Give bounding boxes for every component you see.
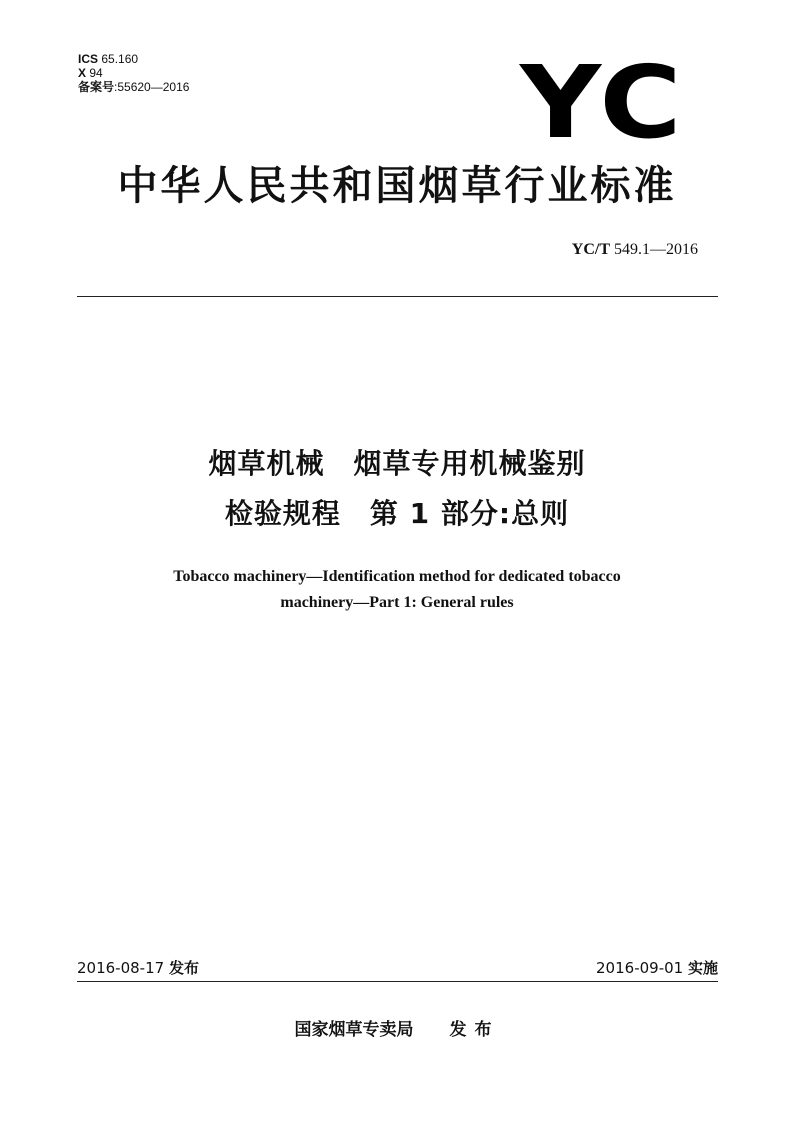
release-date xyxy=(77,958,199,978)
effective-date xyxy=(596,958,718,978)
record-line xyxy=(78,80,189,94)
effective-date-value: 2016-09-01 xyxy=(596,959,684,977)
record-value: :55620—2016 xyxy=(114,80,190,94)
chinese-title-line-2: 检验规程 第 1 部分:总则 xyxy=(224,497,570,530)
class-value: 94 xyxy=(89,66,103,80)
ics-value: 65.160 xyxy=(101,52,139,66)
header-divider xyxy=(77,296,718,297)
publisher-line xyxy=(0,1018,794,1042)
standard-code-number: 549.1—2016 xyxy=(614,241,698,258)
release-date-value: 2016-08-17 xyxy=(77,959,165,977)
standard-type-title: 中华人民共和国烟草行业标准 xyxy=(117,163,677,209)
publisher-name: 国家烟草专卖局 xyxy=(294,1020,414,1040)
ics-label: ICS xyxy=(78,52,99,66)
publisher-action: 发布 xyxy=(449,1020,500,1040)
classification-block xyxy=(78,52,189,94)
release-date-label: 发布 xyxy=(168,959,199,977)
class-line xyxy=(78,66,189,80)
footer-divider xyxy=(77,981,718,982)
record-label: 备案号 xyxy=(78,80,115,94)
chinese-title-line-1: 烟草机械 烟草专用机械鉴别 xyxy=(208,447,586,480)
english-title-line-1: Tobacco machinery—Identification method for dedicated tobacco xyxy=(173,568,621,585)
english-title-line-2: machinery—Part 1: General rules xyxy=(280,594,514,611)
yc-logo: YC xyxy=(520,44,684,161)
ics-line xyxy=(78,52,189,66)
standard-code-prefix: YC/T xyxy=(571,241,610,258)
class-label: X xyxy=(78,66,87,80)
effective-date-label: 实施 xyxy=(687,959,718,977)
standard-code xyxy=(572,240,698,260)
